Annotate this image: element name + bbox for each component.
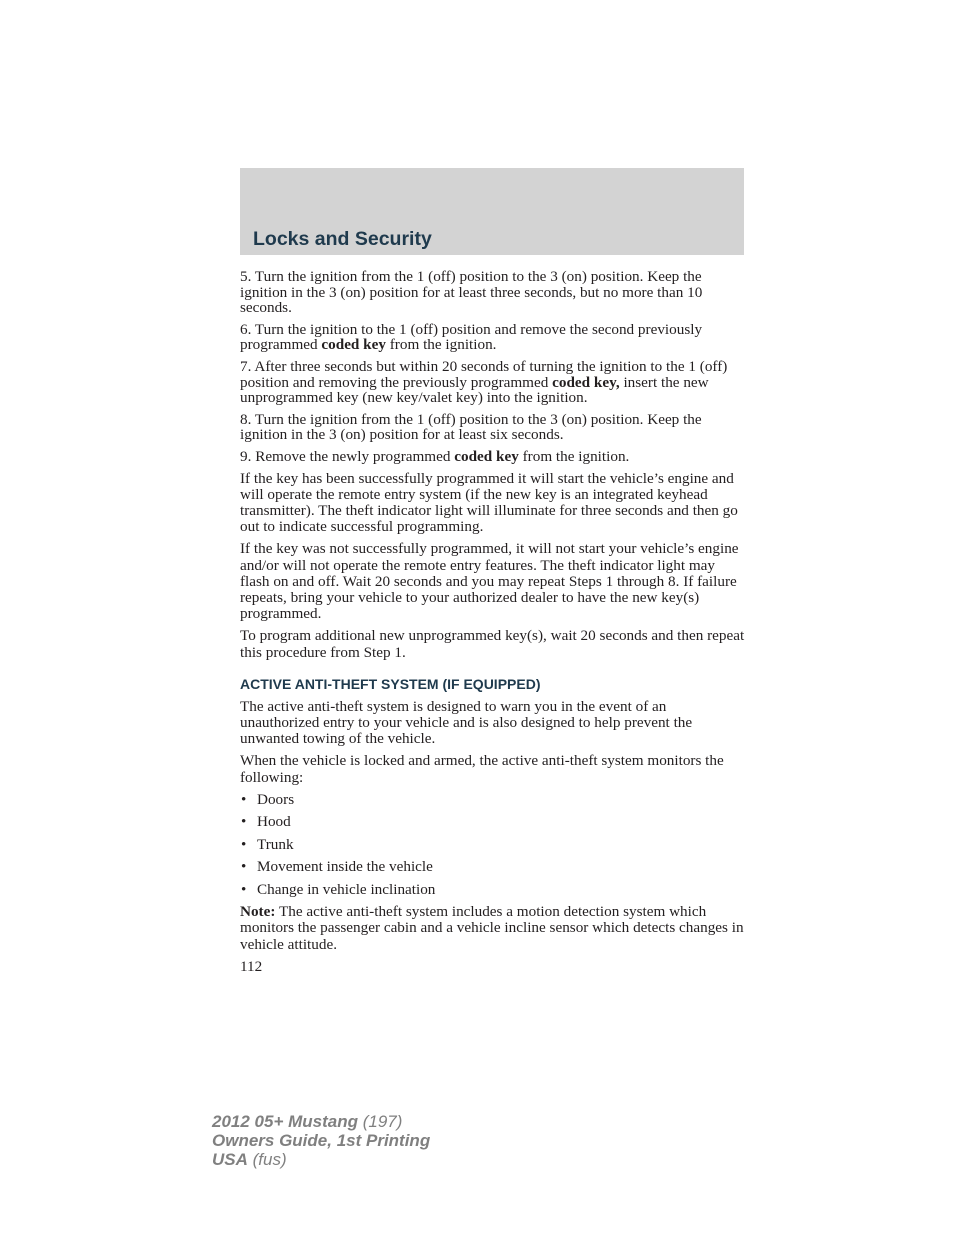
list-item-text: Movement inside the vehicle [257, 858, 433, 876]
step-9-text: 9. Remove the newly programmed [240, 447, 455, 465]
list-item-text: Trunk [257, 835, 294, 853]
step-9-bold: coded key [454, 447, 519, 465]
list-item [240, 814, 746, 830]
bullet-icon: • [241, 858, 247, 876]
anti-theft-heading: ACTIVE ANTI-THEFT SYSTEM (IF EQUIPPED) [240, 675, 541, 692]
note-label: Note: [240, 903, 276, 921]
anti-theft-note [240, 904, 746, 953]
list-item [240, 882, 746, 898]
footer-guide: Owners Guide, 1st Printing [212, 1131, 431, 1150]
footer-model-code: (197) [358, 1112, 403, 1131]
bullet-icon: • [241, 813, 247, 831]
step-7-text: 7. After three seconds but within 20 seconds of turning the ignition to the 1 (off) position and removing the previously programmed [240, 357, 728, 391]
page-number: 112 [240, 957, 263, 975]
step-6 [240, 322, 746, 353]
step-5-text: 5. Turn the ignition from the 1 (off) position to the 3 (on) position. Keep the ignition in the 3 (on) position for at least three seconds, but no more than 10 seconds. [240, 268, 703, 317]
list-item-text: Hood [257, 813, 291, 831]
success-paragraph: If the key has been successfully programmed it will start the vehicle’s engine and will operate the remote entry system (if the new key is an integrated keyhead transmitter). The theft indicator light will illuminate for three seconds and then go out to indicate successful programming. [240, 469, 738, 536]
list-item [240, 859, 746, 875]
footer-line-market [212, 1150, 430, 1169]
step-6-bold: coded key [321, 336, 386, 354]
additional-keys-paragraph: To program additional new unprogrammed key(s), wait 20 seconds and then repeat this procedure from Step 1. [240, 627, 745, 661]
step-5 [240, 269, 746, 316]
failure-paragraph: If the key was not successfully programmed, it will not start your vehicle’s engine and/or will not operate the remote entry features. The theft indicator light may flash on and off. Wait 20 seconds and you may repeat Steps 1 through 8. If failure repeats, bring your vehicle to your authorized dealer to have the new key(s) programmed. [240, 540, 739, 623]
section-title: Locks and Security [253, 228, 432, 250]
footer-market-code: (fus) [247, 1150, 287, 1169]
list-item [240, 792, 746, 808]
step-6-text-end: from the ignition. [385, 336, 497, 354]
monitored-items-list [240, 792, 746, 898]
footer-line-guide [212, 1131, 430, 1150]
bullet-icon: • [241, 835, 247, 853]
step-8 [240, 412, 746, 443]
list-item-text: Change in vehicle inclination [257, 880, 436, 898]
list-item-text: Doors [257, 790, 295, 808]
list-item [240, 837, 746, 853]
document-footer [212, 1112, 430, 1169]
footer-line-model [212, 1112, 430, 1131]
footer-market: USA [212, 1150, 248, 1169]
step-6-text: 6. Turn the ignition to the 1 (off) position and remove the second previously programmed [240, 320, 703, 354]
anti-theft-intro: The active anti-theft system is designed to warn you in the event of an unauthorized entry to your vehicle and is also designed to help prevent the unwanted towing of the vehicle. [240, 697, 693, 748]
step-8-text: 8. Turn the ignition from the 1 (off) position to the 3 (on) position. Keep the ignition in the 3 (on) position for at least six seconds. [240, 410, 702, 444]
step-7-bold: coded key, [552, 373, 620, 391]
step-7 [240, 359, 746, 406]
footer-model: 2012 05+ Mustang [212, 1112, 358, 1131]
step-7-text-end: insert the new unprogrammed key (new key/valet key) into the ignition. [240, 373, 709, 407]
bullet-icon: • [241, 790, 247, 808]
section-header-band [240, 168, 744, 255]
step-9-text-end: from the ignition. [518, 447, 630, 465]
note-text: The active anti-theft system includes a motion detection system which monitors the passenger cabin and a vehicle incline sensor which detects changes in vehicle attitude. [240, 903, 744, 953]
step-9 [240, 449, 746, 465]
anti-theft-monitors-lead: When the vehicle is locked and armed, the active anti-theft system monitors the following: [240, 752, 724, 786]
page-content [240, 269, 746, 975]
bullet-icon: • [241, 880, 247, 898]
